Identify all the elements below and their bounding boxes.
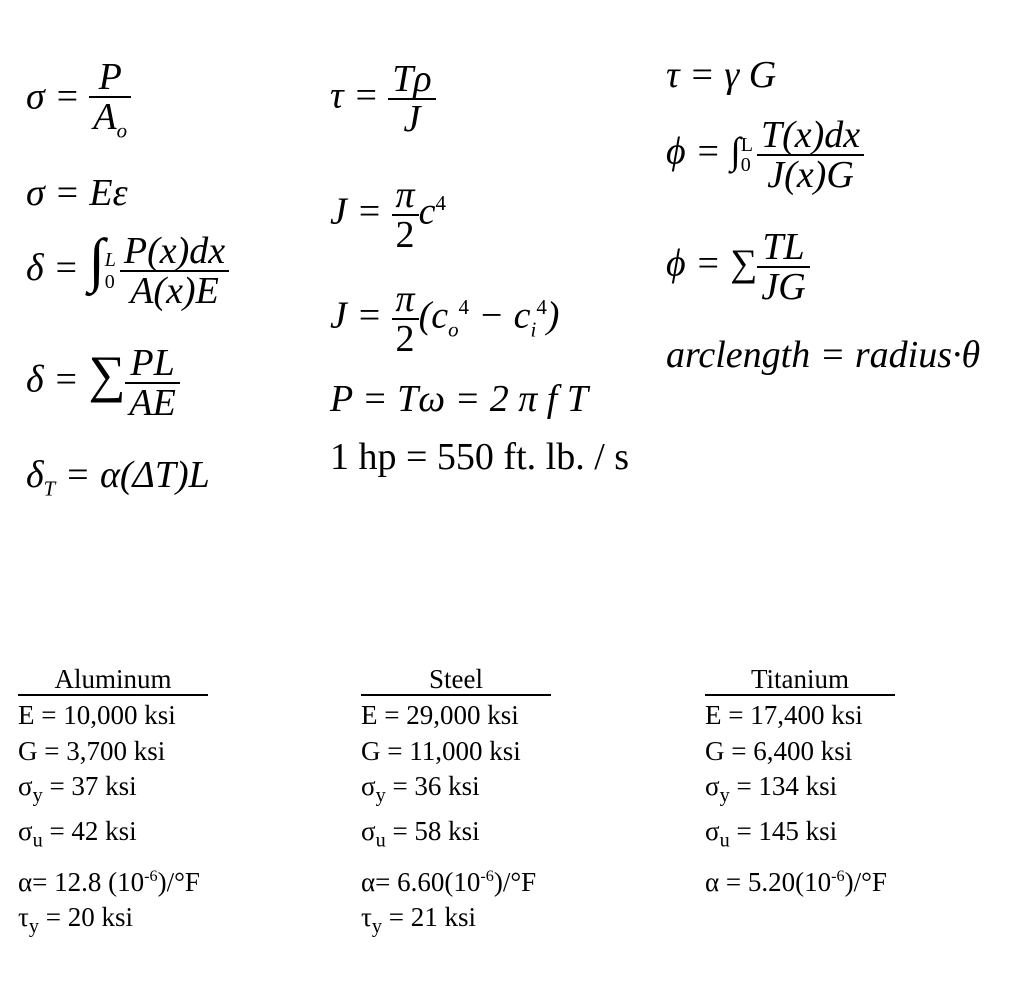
formula-torsion-shear: τ = $\frac{T\rho}{J}$ [330,60,436,138]
property-symbol: σ [705,815,720,846]
property-value: = 36 ksi [385,771,480,801]
property-row [18,698,208,734]
property-row [18,900,208,945]
formula-deformation-integral: δ = ∫ L 0 $\frac{P(x)dx}{A(x)E}$ [26,230,229,310]
property-symbol: E [705,700,722,730]
material-header: Aluminum [18,664,208,696]
property-symbol: τ [361,902,372,933]
property-row [361,814,551,859]
property-row [18,769,208,814]
property-value: = $6.60(10^{-6})/^\circ F$ [375,866,537,897]
formula-shear-strain: τ = γ G [666,54,777,96]
property-subscript: y [32,784,43,807]
formula-deformation-sum: δ = ∑ $\frac{PL}{AE}$ [26,344,180,422]
property-row [18,859,208,901]
property-row [361,859,551,901]
property-value: = 42 ksi [42,815,137,846]
formula-polar-moment-solid: J = $\frac{\pi}{2}$ $c^4$ [330,174,446,256]
property-subscript: u [719,829,730,852]
property-row [18,734,208,770]
property-value: = 6,400 ksi [724,735,853,766]
property-row [18,814,208,859]
property-symbol: G [361,735,381,766]
property-row [361,769,551,814]
formula-thermal-deformation: $\delta_T = \alpha(\Delta T)L$ [26,454,210,501]
formula-power: P = Tω = 2 π f T [330,378,589,420]
formula-horsepower: 1 hp = 550 ft. lb. / s [330,436,630,478]
property-value: = 11,000 ksi [380,735,521,766]
property-row [705,698,895,734]
property-value: = 29,000 ksi [377,700,519,730]
property-symbol: G [18,735,38,766]
property-value: = 134 ksi [729,771,838,801]
property-row [361,698,551,734]
property-row [361,734,551,770]
formula-twist-integral: ϕ = ∫ L 0 $\frac{T(x)dx}{J(x)G}$ [666,116,864,194]
property-symbol: σ [705,771,720,801]
property-value: = 3,700 ksi [37,735,166,766]
property-symbol: E [361,700,378,730]
material-steel [361,664,551,945]
property-symbol: τ [18,902,29,933]
formula-hookes-law: σ = Eε [26,172,128,214]
formula-twist-sum: ϕ = ∑ $\frac{TL}{JG}$ [666,228,810,306]
property-symbol: σ [361,771,376,801]
property-value: = 37 ksi [42,771,137,801]
material-header: Steel [361,664,551,696]
property-symbol: σ [361,815,376,846]
property-subscript: u [32,829,43,852]
property-subscript: y [719,784,730,807]
property-subscript: u [375,829,386,852]
property-symbol: σ [18,771,33,801]
formula-polar-moment-hollow: J = $\frac{\pi}{2}$ $(c_o^4 - c_i^4)$ [330,278,560,360]
property-row [705,859,895,901]
property-subscript: y [28,915,39,938]
material-titanium [705,664,895,900]
property-symbol: α [705,866,720,897]
property-value: = 21 ksi [381,902,476,933]
property-symbol: E [18,700,35,730]
property-symbol: G [705,735,725,766]
property-value: = 145 ksi [729,815,838,846]
property-symbol: α [18,866,33,897]
property-row [705,734,895,770]
property-value: = 12.8 $(10^{-6})/^\circ F$ [32,866,200,897]
property-symbol: σ [18,815,33,846]
material-aluminum [18,664,208,945]
property-subscript: y [375,784,386,807]
material-header: Titanium [705,664,895,696]
property-symbol: α [361,866,376,897]
property-row [361,900,551,945]
property-value: = 17,400 ksi [721,700,863,730]
property-value: = 20 ksi [38,902,133,933]
property-row [705,769,895,814]
property-value: = 10,000 ksi [34,700,176,730]
property-value: = $5.20(10^{-6})/^\circ F$ [719,866,887,897]
property-value: = 58 ksi [385,815,480,846]
formula-arclength: arclength = radius·θ [666,334,981,376]
property-subscript: y [371,915,382,938]
formula-normal-stress: σ = $\frac{P}{A_o}$ [26,58,131,142]
property-row [705,814,895,859]
